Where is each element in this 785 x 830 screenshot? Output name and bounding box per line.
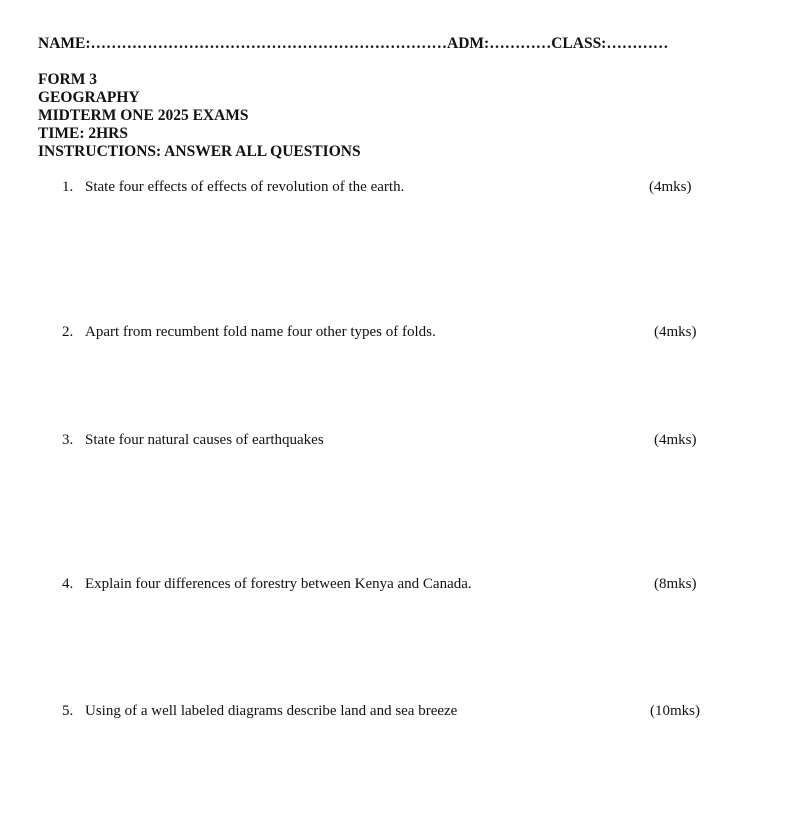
- question-text: Using of a well labeled diagrams describe land and sea breeze: [85, 703, 458, 719]
- exam-instructions: INSTRUCTIONS: ANSWER ALL QUESTIONS: [38, 143, 361, 160]
- name-blank: ……………………………………………………………: [90, 35, 448, 52]
- question-5: [62, 703, 457, 720]
- question-3: [62, 432, 324, 449]
- exam-info: [38, 71, 361, 161]
- name-label: NAME:: [38, 35, 91, 52]
- adm-label: ADM:: [447, 35, 490, 52]
- question-marks: (4mks): [649, 179, 692, 195]
- question-number: 5.: [62, 703, 74, 719]
- exam-time: TIME: 2HRS: [38, 125, 128, 142]
- student-details-line: [38, 35, 668, 53]
- question-marks: (4mks): [654, 324, 697, 340]
- question-2: [62, 324, 436, 341]
- question-text: Apart from recumbent fold name four other types of folds.: [85, 324, 436, 340]
- question-1: [62, 179, 404, 196]
- question-number: 4.: [62, 576, 74, 592]
- question-text: State four effects of effects of revolution of the earth.: [85, 179, 405, 195]
- question-text: Explain four differences of forestry between Kenya and Canada.: [85, 576, 472, 592]
- class-label: CLASS:: [551, 35, 607, 52]
- exam-title: MIDTERM ONE 2025 EXAMS: [38, 107, 249, 124]
- question-marks: (10mks): [650, 703, 700, 719]
- question-marks: (4mks): [654, 432, 697, 448]
- question-4: [62, 576, 472, 593]
- question-number: 3.: [62, 432, 74, 448]
- class-blank: …………: [606, 35, 669, 52]
- question-number: 2.: [62, 324, 74, 340]
- form-level: FORM 3: [38, 71, 97, 88]
- question-text: State four natural causes of earthquakes: [85, 432, 324, 448]
- adm-blank: …………: [489, 35, 552, 52]
- question-marks: (8mks): [654, 576, 697, 592]
- subject-title: GEOGRAPHY: [38, 89, 140, 106]
- question-number: 1.: [62, 179, 74, 195]
